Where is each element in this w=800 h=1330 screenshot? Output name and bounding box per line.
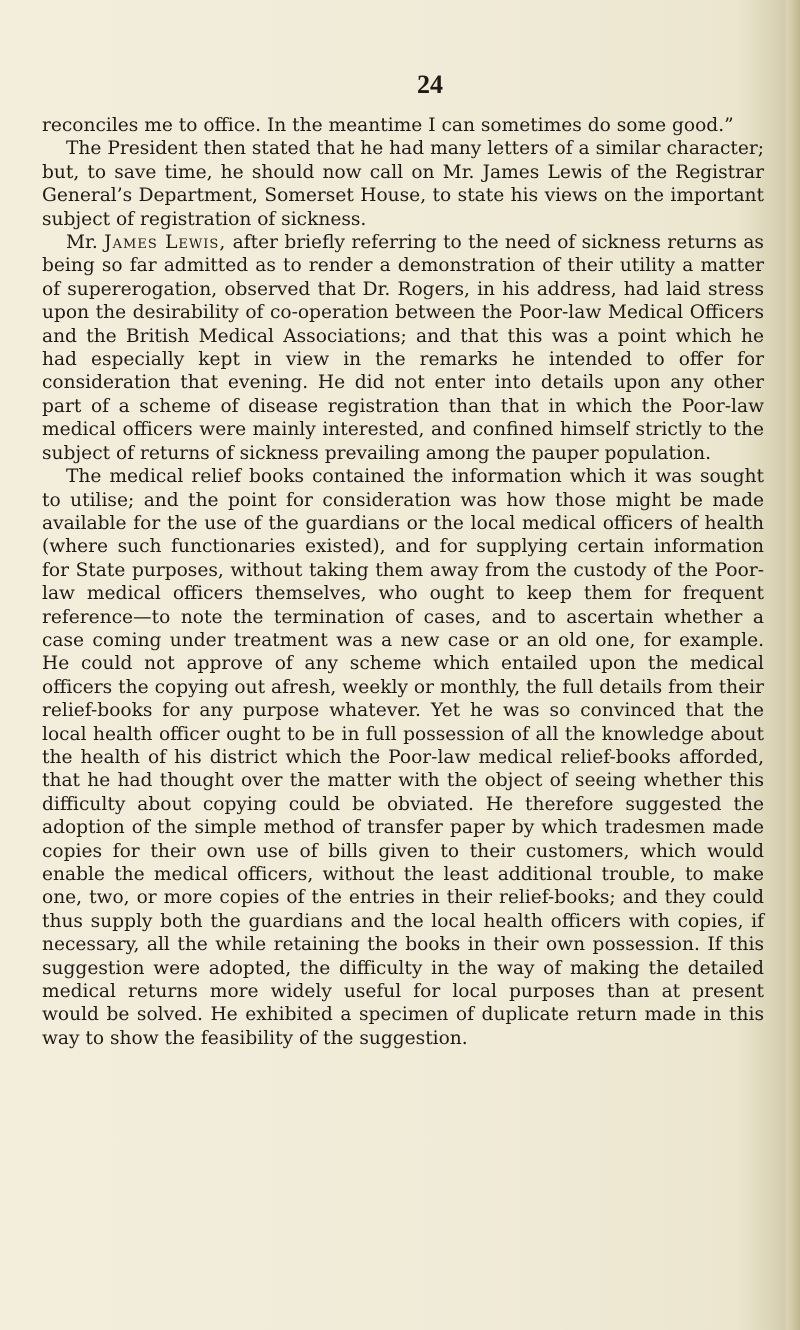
paragraph-4: The medical relief books contained the information which it was sought to utilise; and the point for consideration was how those might be made available for the use of the guardians or the local medical officers of health (where such functionaries existed), and for supplying certain information for State purposes, without taking them away from the custody of the Poor-law medical officers themselves, who ought to keep them for frequent reference—to note the termination of cases, and to ascertain whether a case coming under treatment was a new case or an old one, for example. He could not approve of any scheme which entailed upon the medical officers the copying out afresh, weekly or monthly, the full details from their relief-books for any purpose whatever. Yet he was so convinced that the local health officer ought to be in full possession of all the knowledge about the health of his district which the Poor-law medical relief-books afforded, that he had thought over the matter with the object of seeing whether this difficulty about copying could be obviated. He therefore suggested the adoption of the simple method of transfer paper by which tradesmen made copies for their own use of bills given to their customers, which would enable the medical officers, without the least additional trouble, to make one, two, or more copies of the entries in their relief-books; and they could thus supply both the guardians and the local health officers with copies, if necessary, all the while retaining the books in their own possession. If this suggestion were adopted, the difficulty in the way of making the detailed medical returns more widely useful for local purposes than at present would be solved. He exhibited a specimen of duplicate return made in this way to show the feasibility of the suggestion. <box>42 466 764 1049</box>
page-number: 24 <box>417 70 443 99</box>
page-edge-shadow <box>786 0 800 1330</box>
paragraph-1: reconciles me to office. In the meantime I can sometimes do some good.” <box>42 115 734 136</box>
paragraph-2: The President then stated that he had many letters of a similar character; but, to save time, he should now call on Mr. James Lewis of the Registrar General’s Department, Somerset House, to state his views on the important subject of registration of sickness. <box>42 138 764 230</box>
body-text <box>42 114 764 1050</box>
paragraph-3 <box>42 231 764 465</box>
speaker-name: James Lewis, <box>104 232 227 254</box>
paragraph-3-prefix: Mr. <box>66 232 98 254</box>
paragraph-3-body: after briefly referring to the need of sickness returns as being so far admitted as to render a demonstration of their utility a matter of supererogation, observed that Dr. Rogers, in his address, had laid stress upon the desirability of co-operation between the Poor-law Medical Officers and the British Medical Associations; and that this was a point which he had especially kept in view in the remarks he intended to offer for consideration that evening. He did not enter into details upon any other part of a scheme of disease registration than that in which the Poor-law medical officers were mainly interested, and confined himself strictly to the subject of returns of sickness prevailing among the pauper population. <box>42 232 764 464</box>
